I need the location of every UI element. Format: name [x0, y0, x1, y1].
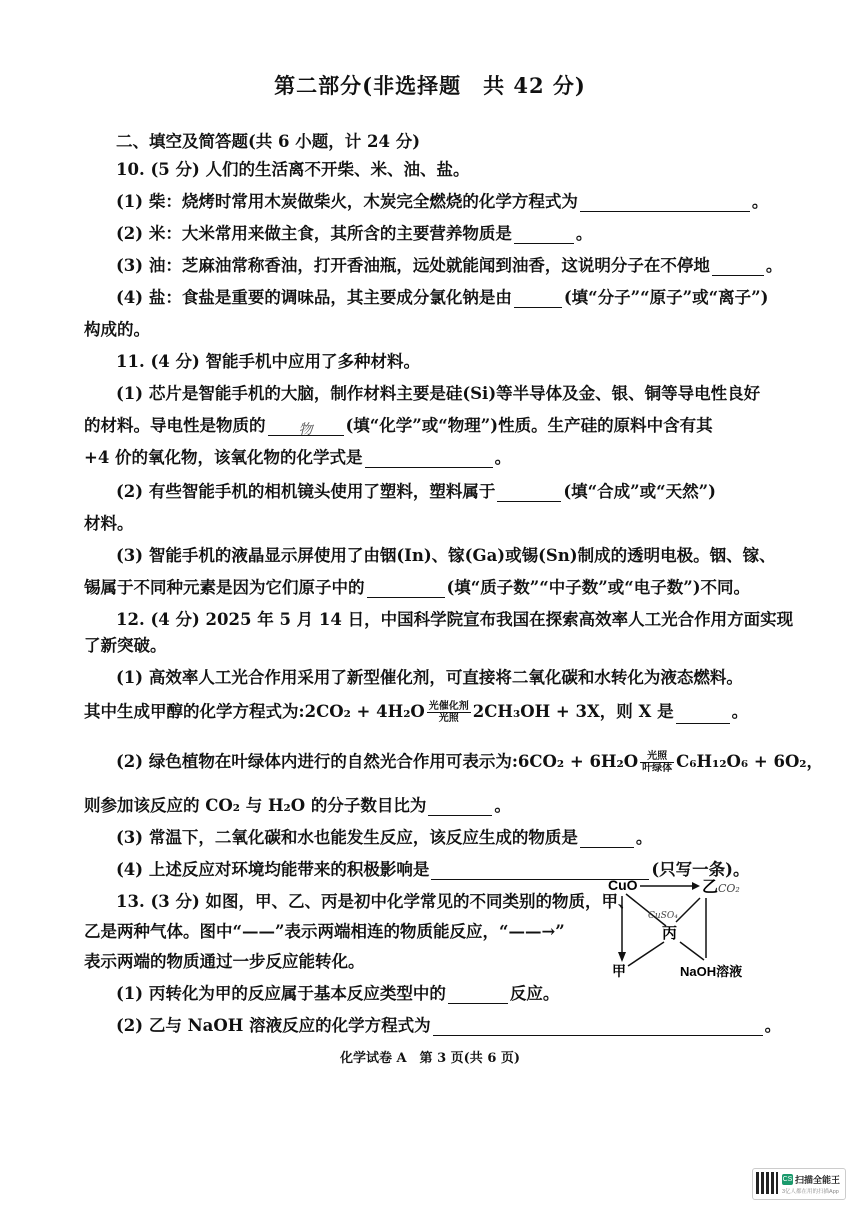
q11-stem: 11. (4 分) 智能手机中应用了多种材料。 [116, 352, 421, 371]
page-footer: 化学试卷 A 第 3 页(共 6 页) [339, 1051, 521, 1066]
answer-blank[interactable] [268, 419, 344, 436]
q11-part3-text: 锡属于不同种元素是因为它们原子中的 [84, 578, 365, 597]
q11-part1-line2 [84, 412, 713, 436]
handwritten-bing: CuSO₄ [648, 911, 678, 921]
answer-blank[interactable] [712, 259, 764, 276]
q11-part2-text: (2) 有些智能手机的相机镜头使用了塑料，塑料属于 [116, 482, 496, 501]
answer-blank[interactable] [514, 291, 562, 308]
q12-part4-text: (4) 上述反应对环境均能带来的积极影响是 [116, 860, 430, 879]
q10-part4-hint: (填“分子”“原子”或“离子”) [563, 288, 769, 307]
q10-part2-text: (2) 米：大米常用来做主食，其所含的主要营养物质是 [116, 224, 512, 243]
arrowhead [692, 882, 700, 890]
q12-part1-line2: 其中生成甲醇的化学方程式为:2CO₂ + 4H₂O $\frac{\text{光催化剂}}{\text{光照}}$ 2CH₃OH + 3X，则 X 是 。 [84, 701, 749, 724]
q12-stem-line1: 12. (4 分) 2025 年 5 月 14 日，中国科学院宣布我国在探索高效率人工光合作用方面实现 [116, 610, 794, 629]
handwritten-answer: 物 [298, 422, 313, 438]
reaction-condition [640, 751, 674, 774]
q12-part3-text: (3) 常温下，二氧化碳和水也能发生反应，该反应生成的物质是 [116, 828, 578, 847]
part-title: 第二部分(非选择题 共 42 分) [274, 73, 586, 98]
q10-part4 [116, 284, 768, 308]
answer-blank[interactable] [580, 831, 634, 848]
answer-blank[interactable] [433, 1019, 763, 1036]
answer-blank[interactable] [365, 451, 493, 468]
condition-light: 光照 [640, 751, 674, 763]
node-cuo: CuO [608, 877, 638, 893]
q12-part2-line2: 则参加该反应的 CO₂ 与 H₂O 的分子数目比为 。 [84, 796, 511, 815]
condition-catalyst: 光催化剂 [428, 701, 469, 712]
q13-stem-line3: 表示两端的物质通过一步反应能转化。 [84, 952, 365, 971]
q12-equation-left: 其中生成甲醇的化学方程式为:2CO₂ + 4H₂O [84, 702, 425, 721]
answer-blank[interactable] [514, 227, 574, 244]
q13-part1-text: (1) 丙转化为甲的反应属于基本反应类型中的 [116, 984, 446, 1003]
q10-part2: (2) 米：大米常用来做主食，其所含的主要营养物质是 。 [116, 224, 593, 243]
q13-part2: (2) 乙与 NaOH 溶液反应的化学方程式为 。 [116, 1016, 782, 1035]
node-bing: 丙 [662, 924, 678, 942]
qr-code-icon [756, 1172, 778, 1194]
q13-part2-text: (2) 乙与 NaOH 溶液反应的化学方程式为 [116, 1016, 431, 1035]
q12-part2-text: 则参加该反应的 CO₂ 与 H₂O 的分子数目比为 [84, 796, 427, 815]
q12-part1-line1: (1) 高效率人工光合作用采用了新型催化剂，可直接将二氧化碳和水转化为液态燃料。 [116, 668, 743, 687]
q11-part1-formula-text: +4 价的氧化物，该氧化物的化学式是 [84, 448, 363, 467]
node-jia: 甲 [612, 964, 626, 980]
q10-part1-text: (1) 柴：烧烤时常用木炭做柴火，木炭完全燃烧的化学方程式为 [116, 192, 578, 211]
q13-part1 [116, 980, 559, 1004]
q11-part1-hint: (填“化学”或“物理”)性质。生产硅的原料中含有其 [345, 416, 713, 435]
answer-blank[interactable] [580, 195, 750, 212]
answer-blank[interactable] [367, 581, 445, 598]
scanner-watermark [752, 1168, 846, 1200]
q12-equation-right: 2CH₃OH + 3X，则 X 是 [472, 702, 674, 721]
q12-photosynthesis-left: (2) 绿色植物在叶绿体内进行的自然光合作用可表示为:6CO₂ + 6H₂O [116, 752, 639, 771]
q12-stem-line2: 了新突破。 [84, 636, 167, 655]
scanner-app-tagline: 3亿人都在用的扫描App [782, 1189, 839, 1195]
handwritten-yi: CO₂ [718, 882, 740, 895]
q10-stem: 10. (5 分) 人们的生活离不开柴、米、油、盐。 [116, 160, 470, 179]
q11-part3-line1: (3) 智能手机的液晶显示屏使用了由铟(In)、镓(Ga)或锡(Sn)制成的透明电极。铟、镓、 [116, 546, 776, 565]
link-cuo-bing [626, 894, 666, 926]
answer-blank[interactable] [428, 799, 492, 816]
link-bing-naoh [680, 942, 704, 960]
link-bing-yi [676, 898, 700, 922]
node-naoh: NaOH溶液 [680, 964, 743, 979]
scanner-app-name: 扫描全能王 [795, 1175, 841, 1185]
q11-part3-hint: (填“质子数”“中子数”或“电子数”)不同。 [446, 578, 751, 597]
q10-part3: (3) 油：芝麻油常称香油，打开香油瓶，远处就能闻到油香，这说明分子在不停地 。 [116, 256, 783, 275]
answer-blank[interactable] [676, 707, 730, 724]
answer-blank[interactable] [497, 485, 561, 502]
q11-part1-line3: +4 价的氧化物，该氧化物的化学式是 。 [84, 448, 512, 467]
q10-part4-end: 构成的。 [84, 320, 150, 339]
arrow-bing-to-jia [628, 942, 664, 966]
q13-part1-end: 反应。 [509, 984, 560, 1003]
q11-part3-line2 [84, 574, 750, 598]
substance-diagram [600, 870, 760, 980]
q10-part4-text: (4) 盐：食盐是重要的调味品，其主要成分氯化钠是由 [116, 288, 512, 307]
condition-light: 光照 [438, 713, 459, 724]
camscanner-logo-icon: CS [782, 1176, 793, 1183]
q12-part2-line1 [116, 748, 823, 774]
q12-part4-hint: (只写一条)。 [651, 860, 750, 879]
answer-blank[interactable] [448, 987, 508, 1004]
q11-part1-line1: (1) 芯片是智能手机的大脑，制作材料主要是硅(Si)等半导体及金、银、铜等导电性良好 [116, 384, 761, 403]
q13-stem-line2: 乙是两种气体。图中“——”表示两端相连的物质能反应，“——→” [84, 922, 565, 941]
q10-part3-text: (3) 油：芝麻油常称香油，打开香油瓶，远处就能闻到油香，这说明分子在不停地 [116, 256, 710, 275]
node-yi: 乙 [702, 877, 719, 896]
q12-photosynthesis-right: C₆H₁₂O₆ + 6O₂， [676, 752, 824, 771]
q13-stem-line1: 13. (3 分) 如图，甲、乙、丙是初中化学常见的不同类别的物质，甲、 [116, 892, 635, 911]
q11-part1-text: 的材料。导电性是物质的 [84, 416, 266, 435]
q12-part3: (3) 常温下，二氧化碳和水也能发生反应，该反应生成的物质是 。 [116, 828, 653, 847]
q10-part1: (1) 柴：烧烤时常用木炭做柴火，木炭完全燃烧的化学方程式为 。 [116, 192, 769, 211]
section-heading: 二、填空及简答题(共 6 小题，计 24 分) [116, 132, 421, 151]
q11-part2 [116, 478, 716, 502]
q11-part2-hint: (填“合成”或“天然”) [563, 482, 716, 501]
condition-chloroplast: 叶绿体 [642, 763, 673, 774]
q11-part2-end: 材料。 [84, 514, 134, 533]
arrowhead [618, 952, 626, 962]
reaction-condition [427, 701, 471, 724]
